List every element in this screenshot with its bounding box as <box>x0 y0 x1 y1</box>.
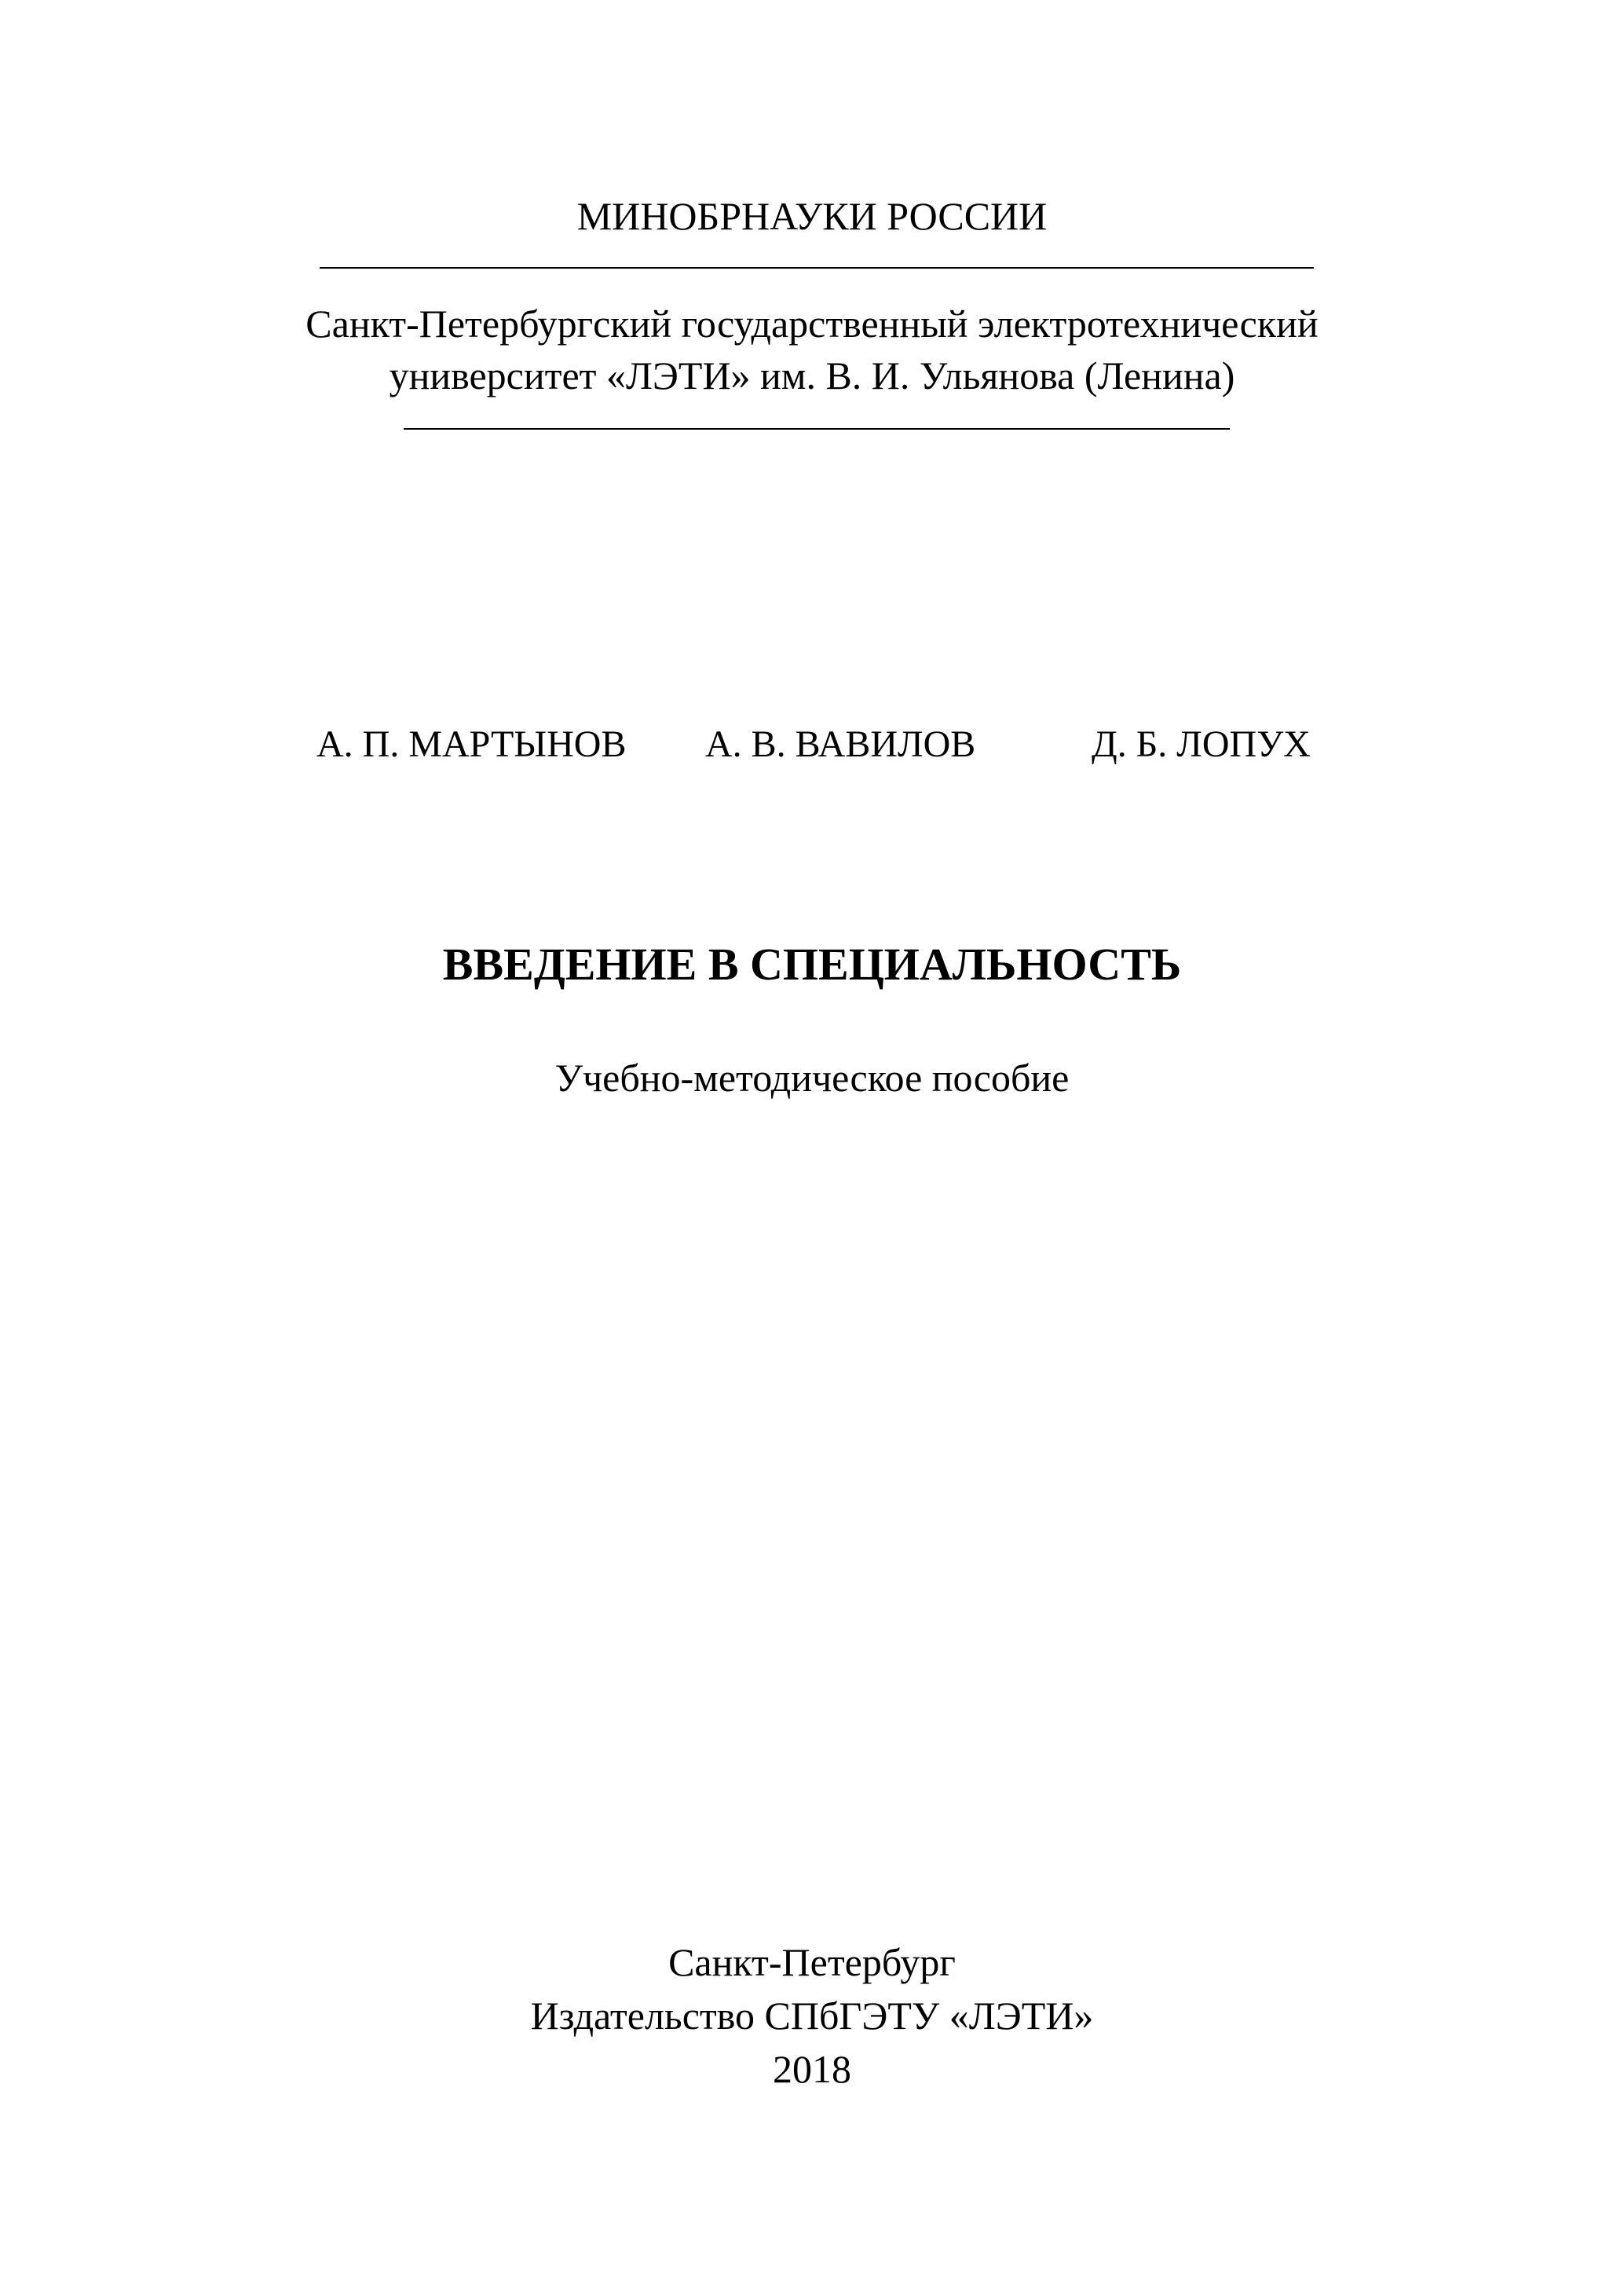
imprint-year: 2018 <box>773 2047 851 2091</box>
university-line-1: Санкт-Петербургский государственный электротехнический <box>305 302 1319 346</box>
imprint-publisher: Издательство СПбГЭТУ «ЛЭТИ» <box>530 1994 1094 2038</box>
book-subtitle: Учебно-методическое пособие <box>554 1056 1070 1100</box>
university-divider <box>404 428 1230 430</box>
top-divider <box>320 267 1314 269</box>
imprint-city: Санкт-Петербург <box>668 1940 956 1984</box>
ministry-heading: МИНОБРНАУКИ РОССИИ <box>576 194 1048 238</box>
author-1: А. П. МАРТЫНОВ <box>316 723 627 765</box>
book-title: ВВЕДЕНИЕ В СПЕЦИАЛЬНОСТЬ <box>442 939 1182 990</box>
authors-row <box>0 721 1624 768</box>
author-2: А. В. ВАВИЛОВ <box>705 723 976 765</box>
university-line-2: университет «ЛЭТИ» им. В. И. Ульянова (Ленина) <box>389 353 1235 397</box>
author-3: Д. Б. ЛОПУХ <box>1092 723 1311 765</box>
